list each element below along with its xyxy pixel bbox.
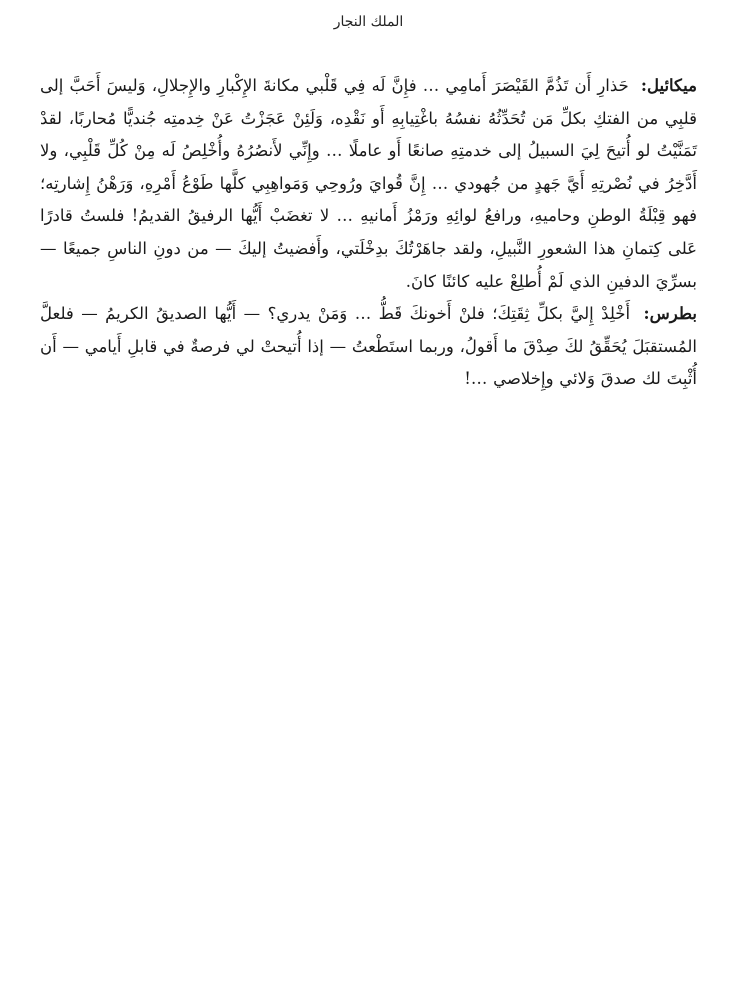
dialogue-text: أَخْلِدْ إِليَّ بكلِّ ثِقَتِكَ؛ فلنْ أَخونكَ قَطُّ … وَمَنْ يدري؟ — أَيُّها الصديقُ الكريمُ — فلعلَّ المُستقبَلَ يُحَقِّقُ لكَ صِدْقَ ما أَقولُ، وربما استَطْعتُ — إذا أُتيحتْ لي فرصةٌ في قابلِ أَيامي — أَن أُثْبِتَ لك صدقَ وَلائي وإِخلاصي …! bbox=[40, 304, 697, 389]
speaker-name: ميكائيل: bbox=[640, 76, 697, 95]
dialogue-paragraph-mikhail bbox=[40, 70, 697, 298]
dialogue-paragraph-butrus bbox=[40, 298, 697, 396]
dialogue-text: حَذارِ أَن تَذُمَّ القَيْصَرَ أَمامِي … فإِنَّ لَه فِي قَلْبي مكانةَ الإِكْبارِ والإِجلالِ، وَليسَ أَحَبَّ إلى قلبِي من الفتكِ بكلِّ مَن تُحَدِّثُهُ نفسُهُ باغْتِيابِهِ أَو نَقْدِه، وَلَئِنْ عَجَزْتُ عَنْ خِدمتِه جُنديًّا مُحاربًا، لقدْ تَمَنَّيْتُ لو أُتيحَ لِيَ السبيلُ إلى خدمتِهِ صانعًا أَو عاملًا … وإِنِّي لأَنصُرُهُ وأُخْلِصُ لَه مِنْ كُلِّ قَلْبِي، ولا أَدَّخِرُ في نُصْرتِهِ أَيَّ جَهدٍ من جُهودي … إِنَّ قُوايَ ورُوحِي وَمَواهِبِي كلَّها طَوْعُ أَمْرِهِ، وَرَهْنُ إِشارتِه؛ فهو قِبْلَةُ الوطنِ وحاميهِ، ورافعُ لوائِهِ ورَمْزُ أَمانيهِ … لا تغضَبْ أَيُّها الرفيقُ القديمُ! فلستُ قادرًا عَلى كِتمانِ هذا الشعورِ النَّبيلِ، ولقد جاهَرْتُكَ بدِخْلَتي، وأَفضيتُ إليكَ — من دونِ الناسِ جميعًا — بسرِّيَ الدفينِ الذي لَمْ أُطلِعْ عليه كائنًا كانَ. bbox=[40, 76, 697, 291]
running-header: الملك النجار bbox=[333, 14, 404, 30]
speaker-name: بطرس: bbox=[643, 304, 697, 324]
